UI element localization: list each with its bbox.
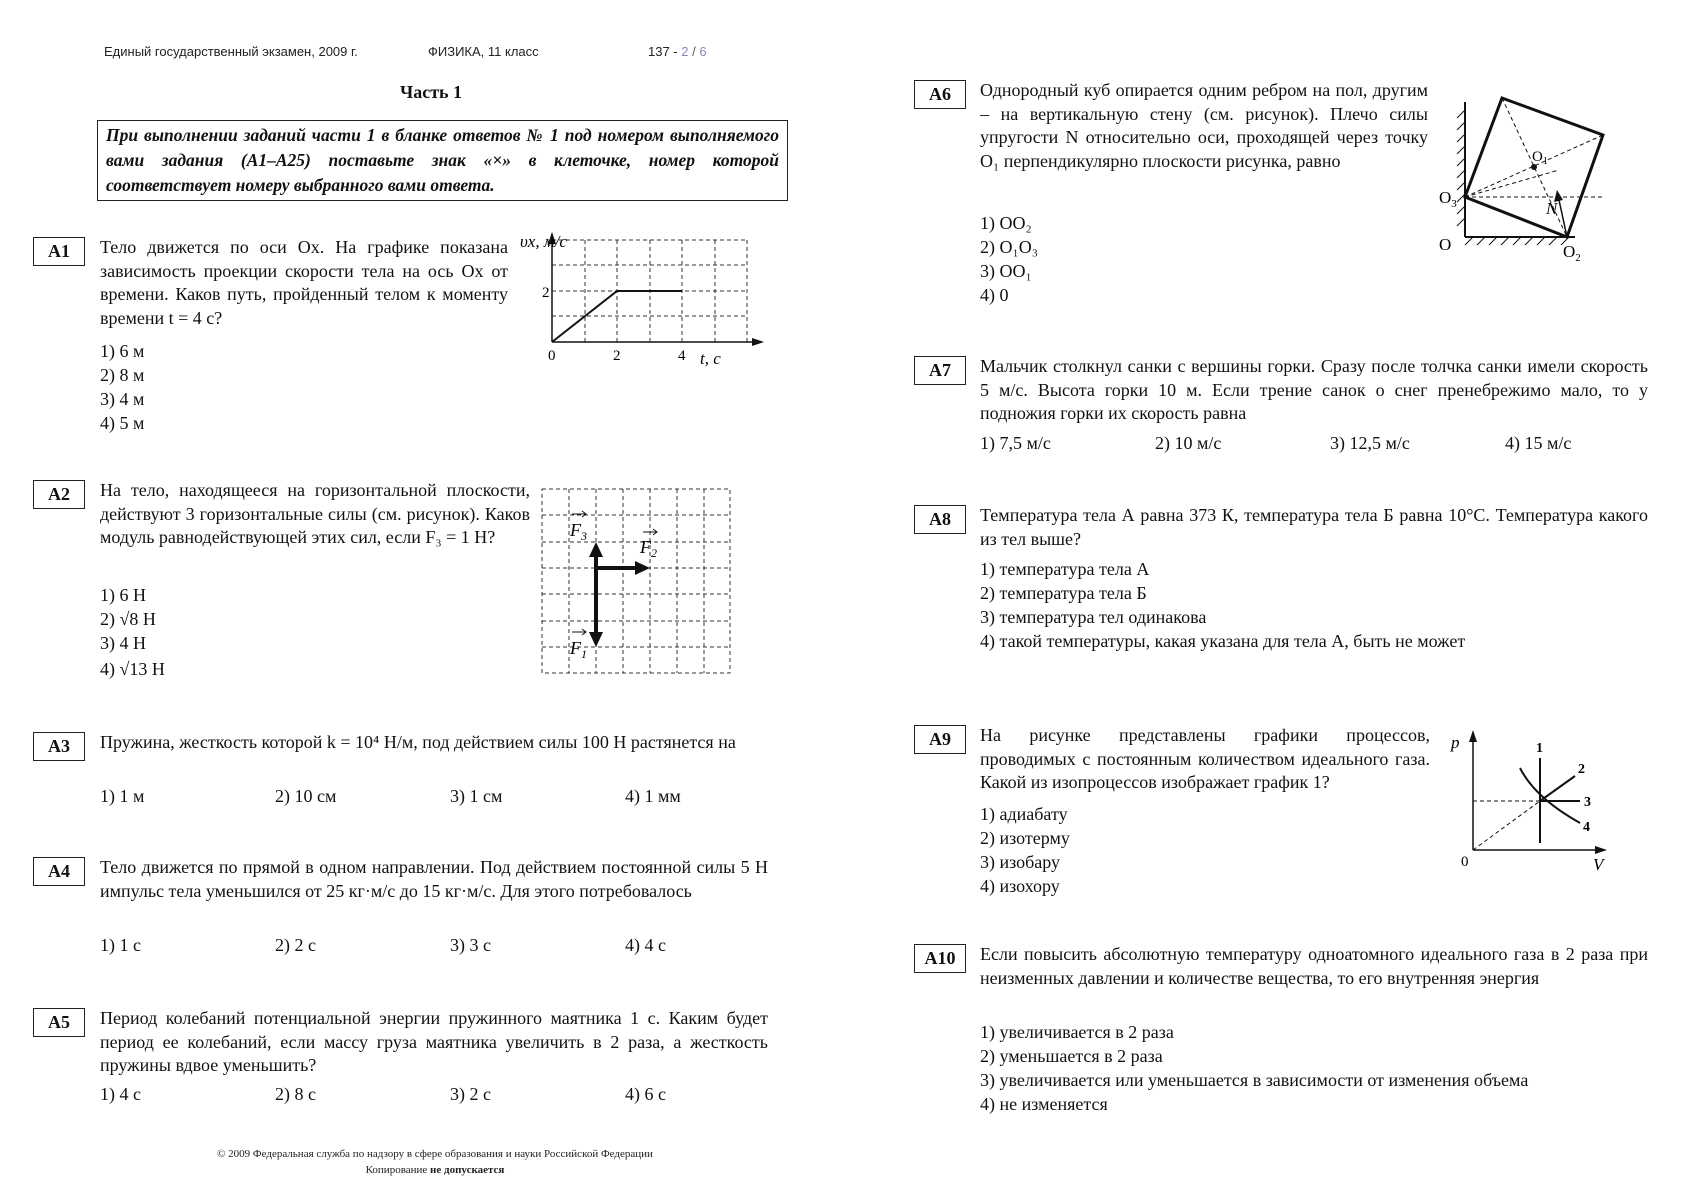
pv-label-4: 4: [1583, 820, 1590, 835]
question-text-a8: Температура тела А равна 373 К, температура тела Б равна 10°С. Температура какого из тел выше?: [980, 505, 1648, 549]
answer-a7-4[interactable]: 4) 15 м/с: [1505, 433, 1572, 453]
answer-a2-3[interactable]: 3) 4 Н: [100, 633, 146, 653]
force-f1-head: [589, 632, 603, 647]
answer-a4-3[interactable]: 3) 3 с: [450, 935, 491, 955]
answer-a9-4[interactable]: 4) изохору: [980, 876, 1060, 896]
answer-a6-3[interactable]: 3) OO₁: [980, 261, 1032, 281]
footer-copy-notice: [0, 1164, 870, 1176]
answer-a3-4[interactable]: 4) 1 мм: [625, 786, 681, 806]
force-f2-head: [635, 561, 650, 575]
answer-a3-1[interactable]: 1) 1 м: [100, 786, 145, 806]
graph-y-tick-2: 2: [542, 285, 550, 301]
answer-a8-2[interactable]: 2) температура тела Б: [980, 583, 1147, 603]
answer-a6-4[interactable]: 4) 0: [980, 285, 1009, 305]
velocity-time-graph: [520, 232, 765, 367]
header-page-number: [648, 44, 707, 59]
answer-a6-2[interactable]: 2) O₁O₃: [980, 237, 1039, 257]
answer-a3-2[interactable]: 2) 10 см: [275, 786, 337, 806]
question-text-a3: Пружина, жесткость которой k = 10⁴ Н/м, под действием силы 100 Н растянется на: [100, 732, 736, 752]
cube-diagram: [1435, 90, 1615, 265]
answer-a5-4[interactable]: 4) 6 с: [625, 1084, 666, 1104]
graph-x-tick-4: 4: [678, 348, 686, 364]
question-text-a2: На тело, находящееся на горизонтальной плоскости, действуют 3 горизонтальные силы (см. рисунок). Каков модуль равнодействующей этих сил, если F₃ = 1 Н?: [100, 480, 530, 547]
pv-label-2: 2: [1578, 762, 1585, 777]
question-text-a10: Если повысить абсолютную температуру одноатомного идеального газа в 2 раза при неизменных давлении и количестве вещества, то его внутренняя энергия: [980, 944, 1648, 988]
pv-x-label: V: [1593, 855, 1604, 873]
footer-copy-bold: не допускается: [430, 1164, 505, 1176]
graph-x-tick-0: 0: [548, 348, 556, 364]
label-o2: $O_2$: [1563, 242, 1581, 264]
footer-copyright: © 2009 Федеральная служба по надзору в сфере образования и науки Российской Федерации: [217, 1148, 653, 1160]
force-f1-label: $F_1$: [570, 638, 587, 661]
header-page-current: 2: [681, 44, 689, 59]
graph-y-label: υx, м/с: [520, 232, 567, 251]
part-title: Часть 1: [400, 82, 463, 102]
answer-a4-2[interactable]: 2) 2 с: [275, 935, 316, 955]
answer-a8-1[interactable]: 1) температура тела А: [980, 559, 1150, 579]
pv-graph: [1445, 728, 1615, 873]
pv-curve-2: [1540, 776, 1575, 801]
answer-a1-4[interactable]: 4) 5 м: [100, 413, 145, 433]
force-f3-label: $F_3$: [570, 520, 587, 543]
answer-a5-3[interactable]: 3) 2 с: [450, 1084, 491, 1104]
answer-a5-2[interactable]: 2) 8 с: [275, 1084, 316, 1104]
answer-a10-2[interactable]: 2) уменьшается в 2 раза: [980, 1046, 1163, 1066]
pv-origin: 0: [1461, 854, 1469, 870]
question-text-a1: Тело движется по оси Ox. На графике показана зависимость проекции скорости тела на ось Ox от времени. Каков путь, пройденный телом к моменту времени t = 4 с?: [100, 237, 508, 328]
label-n: N: [1546, 199, 1558, 218]
force-n-arrow: [1559, 200, 1567, 237]
answer-a2-2[interactable]: 2) √8 Н: [100, 609, 156, 629]
answer-a9-3[interactable]: 3) изобару: [980, 852, 1061, 872]
answer-a5-1[interactable]: 1) 4 с: [100, 1084, 141, 1104]
force-f2-label: $F_2$: [640, 537, 657, 560]
answer-a10-3[interactable]: 3) увеличивается или уменьшается в зависимости от изменения объема: [980, 1070, 1529, 1090]
answer-a3-3[interactable]: 3) 1 см: [450, 786, 503, 806]
answer-a6-1[interactable]: 1) OO₂: [980, 213, 1032, 233]
label-o: O: [1439, 235, 1452, 254]
question-label-a8: А8: [914, 505, 966, 534]
label-o1: $O_1$: [1532, 149, 1548, 167]
pv-y-arrow: [1469, 730, 1477, 742]
answer-a1-3[interactable]: 3) 4 м: [100, 389, 145, 409]
answer-a7-1[interactable]: 1) 7,5 м/с: [980, 433, 1051, 453]
question-text-a4: Тело движется по прямой в одном направлении. Под действием постоянной силы 5 Н импульс тела уменьшился от 25 кг·м/с до 15 кг·м/с. Для этого потребовалось: [100, 857, 768, 901]
wall-hatching: [1457, 110, 1465, 226]
header-subject: ФИЗИКА, 11 класс: [428, 44, 539, 59]
question-label-a3: А3: [33, 732, 85, 761]
answer-a7-2[interactable]: 2) 10 м/с: [1155, 433, 1222, 453]
answer-a9-1[interactable]: 1) адиабату: [980, 804, 1068, 824]
answer-a10-4[interactable]: 4) не изменяется: [980, 1094, 1108, 1114]
question-text-a7: Мальчик столкнул санки с вершины горки. Сразу после толчка санки имели скорость 5 м/с. Высота горки 10 м. Если трение санок о снег пренебрежимо мало, то у подножия горки их скорость равна: [980, 356, 1648, 423]
pv-curve-4: [1520, 768, 1580, 823]
question-label-a2: А2: [33, 480, 85, 509]
question-text-a9: На рисунке представлены графики процессов, проводимых с постоянным количеством идеального газа. Какой из изопроцессов изображает график 1?: [980, 725, 1430, 792]
pv-label-1: 1: [1536, 741, 1543, 756]
graph-x-label: t, с: [700, 349, 721, 367]
answer-a9-2[interactable]: 2) изотерму: [980, 828, 1070, 848]
answer-a8-3[interactable]: 3) температура тел одинакова: [980, 607, 1207, 627]
graph-x-arrow: [752, 338, 764, 346]
pv-x-arrow: [1595, 846, 1607, 854]
instructions-box: [97, 120, 788, 201]
answer-a1-2[interactable]: 2) 8 м: [100, 365, 145, 385]
answer-a2-4[interactable]: 4) √13 Н: [100, 659, 165, 679]
graph-x-tick-2: 2: [613, 348, 621, 364]
question-label-a9: А9: [914, 725, 966, 754]
floor-hatching: [1465, 237, 1569, 245]
answer-a4-4[interactable]: 4) 4 с: [625, 935, 666, 955]
question-label-a7: А7: [914, 356, 966, 385]
header-exam: Единый государственный экзамен, 2009 г.: [104, 44, 358, 59]
question-label-a5: А5: [33, 1008, 85, 1037]
question-text-a5: Период колебаний потенциальной энергии пружинного маятника 1 с. Каким будет период ее колебаний, если массу груза маятника увеличить в 2 раза, а жесткость пружины вдвое уменьшить?: [100, 1008, 768, 1075]
question-label-a1: А1: [33, 237, 85, 266]
force-f3-head: [589, 542, 603, 557]
answer-a7-3[interactable]: 3) 12,5 м/с: [1330, 433, 1410, 453]
f3-sub: 3: [581, 529, 587, 543]
pv-y-label: p: [1451, 733, 1460, 752]
pv-label-3: 3: [1584, 795, 1591, 810]
forces-diagram: [540, 487, 735, 677]
answer-a8-4[interactable]: 4) такой температуры, какая указана для тела А, быть не может: [980, 631, 1466, 651]
answer-a4-1[interactable]: 1) 1 с: [100, 935, 141, 955]
answer-a2-1[interactable]: 1) 6 Н: [100, 585, 146, 605]
header-page-sep: /: [692, 44, 696, 59]
question-label-a4: А4: [33, 857, 85, 886]
question-text-a6: Однородный куб опирается одним ребром на пол, другим – на вертикальную стену (см. рисунок). Плечо силы упругости N относительно оси, проходящей через точку O₁ перпендикулярно плоскости рисунка, равно: [980, 80, 1428, 171]
header-page-total: 6: [699, 44, 707, 59]
question-label-a10: А10: [914, 944, 966, 973]
question-label-a6: А6: [914, 80, 966, 109]
answer-a10-1[interactable]: 1) увеличивается в 2 раза: [980, 1022, 1174, 1042]
header-code: 137 -: [648, 44, 678, 59]
instructions-text: При выполнении заданий части 1 в бланке ответов № 1 под номером выполняемого вами задания (А1–А25) поставьте знак «×» в клеточке, номер которой соответствует номеру выбранного вами ответа.: [106, 125, 779, 195]
footer-copy-prefix: Копирование: [365, 1164, 431, 1176]
label-o3: $O_3$: [1439, 188, 1457, 210]
answer-a1-1[interactable]: 1) 6 м: [100, 341, 145, 361]
